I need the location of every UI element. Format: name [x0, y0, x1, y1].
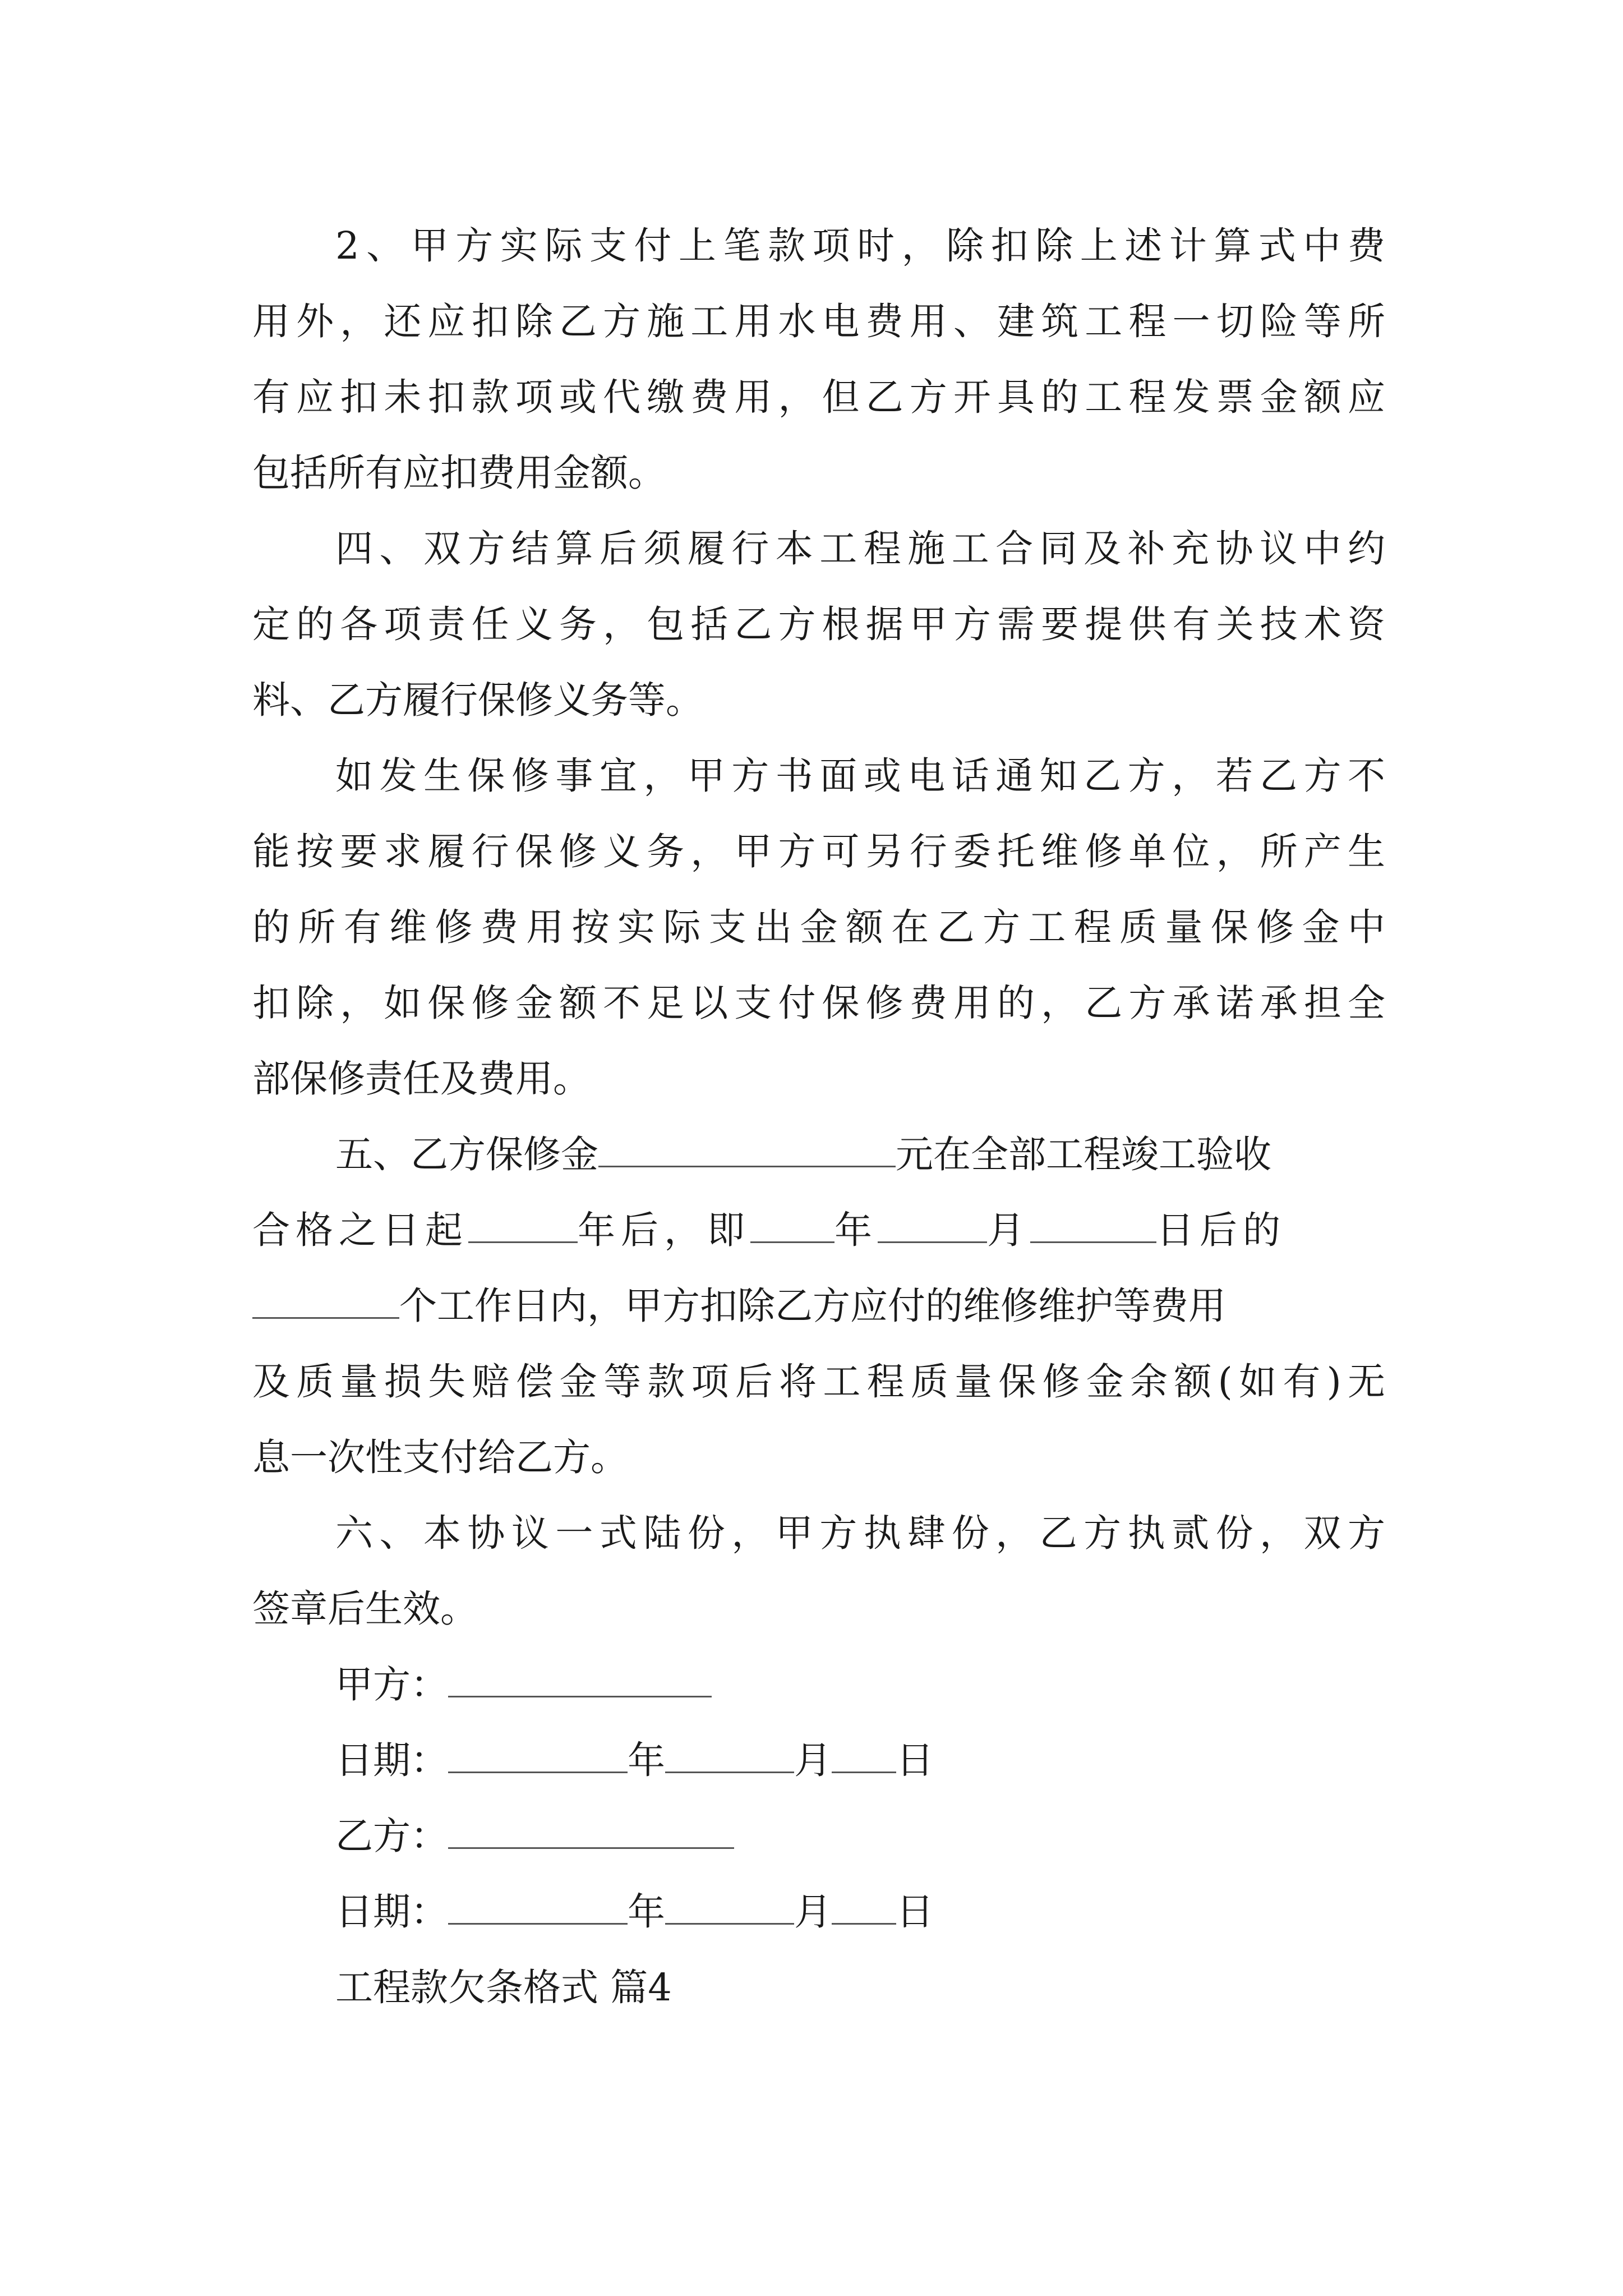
party-a-row [335, 1657, 712, 1713]
paragraph-line: 如发生保修事宜，甲方书面或电话通知乙方，若乙方不 [335, 754, 1385, 798]
fill-blank[interactable] [598, 1131, 896, 1167]
paragraph-line: 四、双方结算后须履行本工程施工合同及补充协议中约 [335, 527, 1385, 570]
paragraph-line: 及质量损失赔偿金等款项后将工程质量保修金余额(如有)无 [252, 1360, 1385, 1404]
paragraph-line: 部保修责任及费用。 [252, 1057, 591, 1101]
text-run: 个工作日内，甲方扣除乙方应付的维修维护等费用 [399, 1284, 1226, 1328]
year-blank[interactable] [448, 1737, 628, 1773]
text-run: 月 [987, 1208, 1030, 1252]
paragraph-line: 料、乙方履行保修义务等。 [252, 678, 703, 722]
text-run: 合格之日起 [252, 1208, 468, 1252]
paragraph-line: 六、本协议一式陆份，甲方执肆份，乙方执贰份，双方 [335, 1511, 1385, 1555]
paragraph-line: 扣除，如保修金额不足以支付保修费用的，乙方承诺承担全 [252, 981, 1385, 1025]
party-b-label: 乙方： [335, 1814, 448, 1858]
paragraph-line: 签章后生效。 [252, 1587, 478, 1631]
text-run: 五、乙方保修金 [335, 1133, 598, 1176]
fill-blank[interactable] [1030, 1207, 1156, 1243]
fill-blank[interactable] [750, 1207, 834, 1243]
fill-blank[interactable] [878, 1207, 987, 1243]
month-label: 月 [794, 1738, 832, 1782]
paragraph-line: 2、甲方实际支付上笔款项时，除扣除上述计算式中费 [335, 224, 1385, 268]
year-label: 年 [628, 1890, 665, 1934]
year-blank[interactable] [448, 1888, 628, 1925]
month-blank[interactable] [665, 1888, 794, 1925]
date-label: 日期： [335, 1890, 448, 1934]
month-label: 月 [794, 1890, 832, 1934]
paragraph-line: 能按要求履行保修义务，甲方可另行委托维修单位，所产生 [252, 830, 1385, 873]
text-run: 日后的 [1156, 1208, 1286, 1252]
party-a-date-row [335, 1732, 934, 1788]
party-b-blank[interactable] [448, 1812, 734, 1849]
date-label: 日期： [335, 1738, 448, 1782]
fill-blank[interactable] [252, 1282, 399, 1319]
day-label: 日 [896, 1738, 934, 1782]
year-label: 年 [628, 1738, 665, 1782]
paragraph-line: 有应扣未扣款项或代缴费用，但乙方开具的工程发票金额应 [252, 375, 1385, 419]
section-heading: 工程款欠条格式 篇4 [335, 1966, 672, 2009]
fill-blank[interactable] [468, 1207, 578, 1243]
paragraph-line: 的所有维修费用按实际支出金额在乙方工程质量保修金中 [252, 905, 1385, 949]
paragraph-line: 定的各项责任义务，包括乙方根据甲方需要提供有关技术资 [252, 602, 1385, 646]
paragraph-line [252, 1278, 1385, 1334]
paragraph-line [252, 1202, 1385, 1258]
paragraph-line [335, 1126, 1385, 1182]
text-run: 元在全部工程竣工验收 [896, 1133, 1271, 1176]
paragraph-line: 用外，还应扣除乙方施工用水电费用、建筑工程一切险等所 [252, 300, 1385, 343]
day-blank[interactable] [832, 1888, 896, 1925]
party-b-date-row [335, 1884, 934, 1940]
text-run: 年 [834, 1208, 878, 1252]
text-run: 年后，即 [578, 1208, 750, 1252]
day-label: 日 [896, 1890, 934, 1934]
party-a-blank[interactable] [448, 1661, 712, 1697]
paragraph-line: 息一次性支付给乙方。 [252, 1435, 628, 1479]
month-blank[interactable] [665, 1737, 794, 1773]
day-blank[interactable] [832, 1737, 896, 1773]
party-a-label: 甲方： [335, 1663, 448, 1706]
party-b-row [335, 1808, 734, 1864]
paragraph-line: 包括所有应扣费用金额。 [252, 451, 666, 495]
